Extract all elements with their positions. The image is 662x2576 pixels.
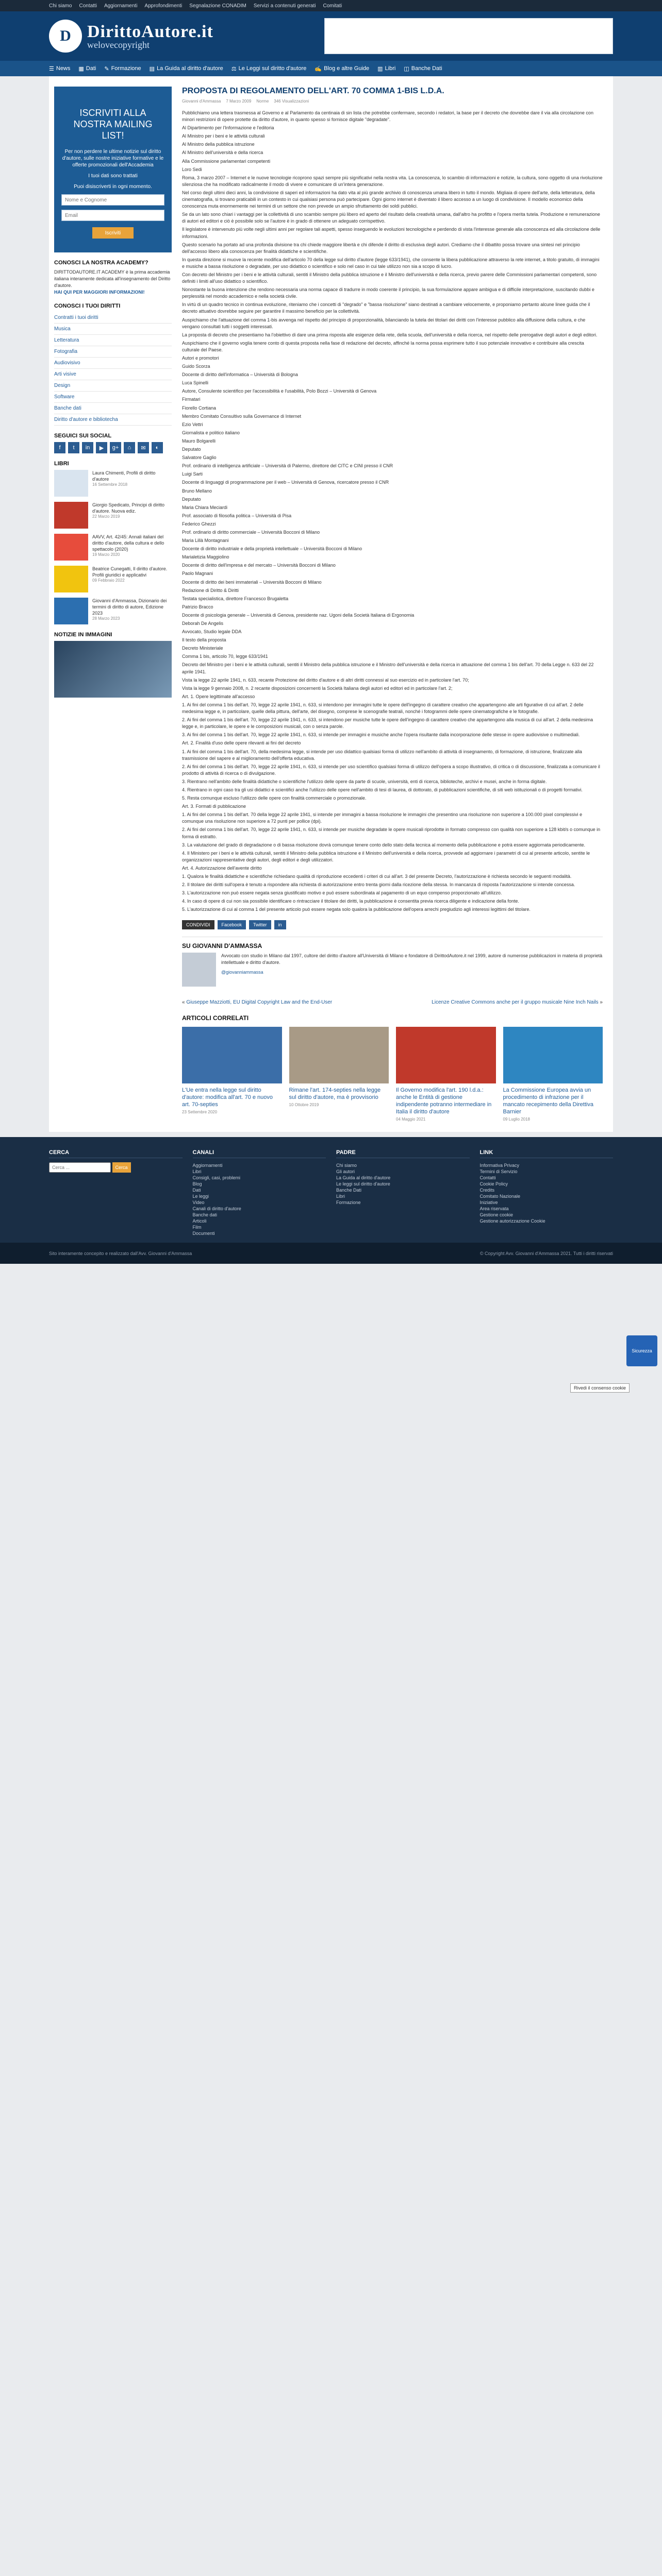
- books-title: LIBRI: [54, 461, 69, 467]
- related-articles: [182, 1014, 603, 1122]
- topics-title: CONOSCI I TUOI DIRITTI: [54, 303, 121, 309]
- article-paragraph: Questo scenario ha portato ad una profonda divisione tra chi chiede maggiore libertà e chi difende il diritto di esclusiva degli autori. Crediamo che il dibattito possa trovare una sintesi nel principio dell'accesso libero alla conoscenza per finalità didattiche e scientifiche.: [182, 242, 580, 254]
- nav-item-banche-dati[interactable]: ◫ Banche Dati: [404, 65, 442, 72]
- chart-icon: ▦: [78, 65, 84, 72]
- article-paragraph: Giornalista e politico italiano: [182, 430, 240, 435]
- footer-link[interactable]: Chi siamo: [336, 1163, 357, 1168]
- site-logo[interactable]: [49, 20, 213, 53]
- book-cover[interactable]: [54, 566, 88, 592]
- article-paragraph: Vista la legge 22 aprile 1941, n. 633, recante Protezione del diritto d'autore e di altri diritti connessi al suo esercizio ed in particolare l'art. 70;: [182, 677, 469, 683]
- article-paragraph: Deborah De Angelis: [182, 621, 224, 626]
- related-card[interactable]: [396, 1027, 496, 1122]
- topbar-item[interactable]: Aggiornamenti: [104, 3, 138, 9]
- topbar-item[interactable]: Comitati: [323, 3, 342, 9]
- article-paragraph: Deputato: [182, 447, 201, 452]
- article-author[interactable]: Giovanni d'Ammassa: [182, 99, 221, 104]
- topic-item[interactable]: Banche dati: [54, 403, 172, 414]
- footer-link[interactable]: Banche dati: [192, 1212, 218, 1218]
- topbar-item[interactable]: Segnalazione CONADIM: [189, 3, 246, 9]
- share-twitter-button[interactable]: Twitter: [249, 920, 271, 929]
- article-paragraph: Mauro Bolgarelli: [182, 438, 216, 444]
- pen-icon: ✍: [315, 65, 322, 72]
- related-title-link[interactable]: L'Ue entra nella legge sul diritto d'autore: modifica all'art. 70 e nuovo art. 70-septies: [182, 1087, 273, 1108]
- article-paragraph: Autori e promotori: [182, 355, 219, 361]
- related-title-link[interactable]: La Commissione Europea avvia un procedimento di infrazione per il mancato recepimento della Direttiva Barnier: [503, 1087, 593, 1115]
- article-paragraph: Docente di diritto dei beni immateriali – Università Bocconi di Milano: [182, 579, 322, 585]
- footer-link[interactable]: Canali di diritto d'autore: [192, 1206, 241, 1212]
- article-paragraph: Patrizio Bracco: [182, 604, 213, 609]
- article-paragraph: 4. Il Ministero per i beni e le attività culturali, sentiti il Ministro della pubblica istruzione e il Ministro dell'università e della ricerca, provvede ad aggiornare i parametri di cui al presente articolo, sentite le organizzazioni rappresentative degli autori, degli editori e degli utilizzatori.: [182, 850, 590, 862]
- article-paragraph: 2. Ai fini del comma 1 bis dell'art. 70, legge 22 aprile 1941, n. 633, si intende per musiche degradate le opere musicali riprodotte in formato compresso con qualità non superiore a 128 kbit/s o comunque in forma di estratto.: [182, 827, 601, 839]
- article-paragraph: 1. Qualora le finalità didattiche e scientifiche richiedano qualità di riproduzione eccedenti i criteri di cui all'art. 3 del presente Decreto, l'autorizzazione è richiesta secondo le seguenti modalità.: [182, 874, 572, 879]
- book-cover[interactable]: [54, 470, 88, 497]
- article: [182, 87, 603, 913]
- nav-item-leggi[interactable]: ⚖ Le Leggi sul diritto d'autore: [231, 65, 307, 72]
- author-social[interactable]: @giovanniammassa: [221, 970, 263, 975]
- author-box: [182, 937, 603, 987]
- news-images-title: NOTIZIE IN IMMAGINI: [54, 632, 112, 638]
- article-paragraph: Salvatore Gaglio: [182, 455, 217, 461]
- footer-link[interactable]: Informativa Privacy: [479, 1163, 520, 1168]
- article-views: 346 Visualizzazioni: [274, 99, 309, 104]
- article-paragraph: La proposta di decreto che presentiamo ha l'obiettivo di dare una prima risposta alle esigenze della rete, della scuola, dell'università e della ricerca, nel rispetto delle prerogative degli autori e degli editori.: [182, 332, 598, 337]
- footer-search-input[interactable]: [49, 1162, 111, 1173]
- article-paragraph: Prof. ordinario di intelligenza artificiale – Università di Palermo, direttore del CITC e CINI presso il CNR: [182, 463, 393, 469]
- brand-name: DirittoAutore.it: [87, 22, 213, 41]
- footer-link[interactable]: Le leggi sul diritto d'autore: [336, 1181, 390, 1187]
- related-title: ARTICOLI CORRELATI: [182, 1014, 249, 1022]
- mailing-list-box: [54, 87, 172, 252]
- subscribe-button[interactable]: Iscriviti: [92, 227, 134, 239]
- main-nav: [0, 61, 662, 76]
- article-paragraph: Roma, 3 marzo 2007 – Internet e le nuove tecnologie ricoprono spazi sempre più significativi nella nostra vita. La conoscenza, lo scambio di informazioni e notizie, la cultura, sono oggetto di una rivoluzione silenziosa che ha modificato radicalmente il modo di vivere e comunicare di un'intera generazione.: [182, 175, 603, 187]
- footer-search-title: CERCA: [49, 1149, 183, 1158]
- article-title: PROPOSTA DI REGOLAMENTO DELL'ART. 70 COMMA 1-BIS L.D.A.: [182, 87, 444, 95]
- article-paragraph: Al Ministro della pubblica istruzione: [182, 142, 255, 147]
- scale-icon: ⚖: [231, 65, 237, 72]
- page-wrapper: [49, 76, 613, 1132]
- related-title-link[interactable]: Rimane l'art. 174-septies nella legge sul diritto d'autore, ma è provvisorio: [289, 1087, 381, 1101]
- email-input[interactable]: [61, 210, 164, 221]
- logo-mark: D: [49, 20, 82, 53]
- main-content: [182, 87, 608, 1122]
- academy-text: DIRITTODAUTORE.IT ACADEMY è la prima accademia italiana interamente dedicata all'insegnamento del Diritto d'autore.: [54, 269, 171, 288]
- topics-list: [54, 312, 172, 426]
- article-paragraph: Docente di diritto dell'impresa e del mercato – Università Bocconi di Milano: [182, 563, 336, 568]
- share-linkedin-button[interactable]: in: [274, 920, 286, 929]
- google-plus-icon[interactable]: g+: [110, 442, 121, 453]
- article-paragraph: Testata specialistica, direttore Francesco Brugaletta: [182, 596, 289, 601]
- related-date: 04 Maggio 2021: [396, 1117, 426, 1122]
- footer-link[interactable]: Articoli: [192, 1218, 207, 1224]
- article-paragraph: 3. L'autorizzazione non può essere negata senza giustificato motivo e può essere subordinata al pagamento di un equo compenso proporzionato all'utilizzo.: [182, 890, 502, 896]
- site-header: [0, 11, 662, 61]
- mailing-title: ISCRIVITI ALLA NOSTRA MAILING LIST!: [73, 108, 153, 141]
- article-paragraph: Docente di psicologia generale – Università di Genova, presidente naz. Ugoni della Società Italiana di Ergonomia: [182, 612, 415, 618]
- article-body: [182, 110, 603, 913]
- article-paragraph: Comma 1 bis, articolo 70, legge 633/1941: [182, 654, 268, 659]
- mailing-text: Per non perdere le ultime notizie sul diritto d'autore, sulle nostre iniziative formative e le offerte promozionali dell'Accademia: [62, 149, 164, 168]
- book-item[interactable]: AAVV, Art. 42/45: Annali italiani del diritto d'autore, della cultura e dello spettacolo (2020) 19 Marzo 2020: [54, 534, 172, 561]
- share-label: CONDIVIDI: [182, 920, 214, 929]
- footer-link[interactable]: Le leggi: [192, 1194, 209, 1199]
- footer-link[interactable]: Video: [192, 1200, 205, 1206]
- footer-link[interactable]: Consigli, casi, problemi: [192, 1175, 241, 1181]
- footer-link[interactable]: Libri: [336, 1194, 345, 1199]
- social-title: SEGUICI SUI SOCIAL: [54, 433, 112, 439]
- topbar-item[interactable]: Servizi a contenuti generati: [253, 3, 316, 9]
- related-image[interactable]: [289, 1027, 389, 1083]
- nav-item-libri[interactable]: ▥ Libri: [377, 65, 396, 72]
- article-paragraph: Vista la legge 9 gennaio 2008, n. 2 recante disposizioni concernenti la Società Italiana degli autori ed editori ed in particolare l'art. 2;: [182, 685, 453, 691]
- subfooter-credit: Sito interamente concepito e realizzato dall'Avv. Giovanni d'Ammassa: [49, 1250, 192, 1256]
- footer-link[interactable]: Documenti: [192, 1231, 215, 1236]
- article-paragraph: Fiorello Cortiana: [182, 405, 217, 411]
- footer-link[interactable]: Termini di Servizio: [479, 1169, 518, 1175]
- footer-link[interactable]: Film: [192, 1225, 202, 1230]
- article-paragraph: Pubblichiamo una lettera trasmessa al Governo e al Parlamento da centinaia di sin lista che potrebbe confermare, secondo i redatori, la base per il decreto che dovrebbe dare il via alla circolazione con minori restrizioni di opere protette da diritto d'autore, in quanto spesso si fornisce digitale "degradate".: [182, 110, 593, 123]
- footer-link[interactable]: Libri: [192, 1169, 202, 1175]
- topic-item[interactable]: Arti visive: [54, 369, 172, 380]
- book-item[interactable]: Giovanni d'Ammassa, Dizionario dei termini di diritto di autore, Edizione 2023 28 Marzo 2023: [54, 598, 172, 624]
- article-paragraph: Alla Commissione parlamentari competenti: [182, 158, 271, 164]
- book-item[interactable]: Laura Chimenti, Profili di diritto d'autore 16 Settembre 2018: [54, 470, 172, 497]
- article-paragraph: Nonostante la buona intenzione che rendono necessaria una norma capace di tradurre in modo coerente il principio, la sua formulazione appare ambigua e di difficile interpretazione, suscitando dubbi e perplessità nel mondo accademico e nella società civile.: [182, 287, 594, 299]
- book-cover[interactable]: [54, 502, 88, 529]
- name-input[interactable]: [61, 194, 164, 206]
- nav-item-dati[interactable]: ▦ Dati: [78, 65, 96, 72]
- article-paragraph: Docente di diritto dell'informatica – Università di Bologna: [182, 372, 298, 378]
- article-paragraph: Docente di linguaggi di programmazione per il web – Università di Genova, ricercatore presso il CNR: [182, 480, 389, 485]
- related-title-link[interactable]: Il Governo modifica l'art. 190 l.d.a.: anche le Entità di gestione indipendente potranno intermediare in Italia il diritto d'autore: [396, 1087, 492, 1115]
- footer-link[interactable]: Credits: [479, 1188, 495, 1193]
- article-paragraph: Marialetizia Maggiolino: [182, 554, 229, 560]
- share-bar: [182, 920, 603, 929]
- topic-item[interactable]: Audiovisivo: [54, 358, 172, 369]
- article-paragraph: 2. Ai fini del comma 1 bis dell'art. 70, legge 22 aprile 1941, n. 633, si intende per uso scientifico qualsiasi forma di utilizzo dell'opera a scopo illustrativo, di critica o di discussione, finalizzata a comunicare il prodotto di attività di ricerca o di divulgazione.: [182, 764, 600, 776]
- youtube-icon[interactable]: ▶: [96, 442, 107, 453]
- academy-title: CONOSCI LA NOSTRA ACADEMY?: [54, 260, 148, 266]
- top-bar: [0, 0, 662, 11]
- header-banner[interactable]: [324, 18, 613, 54]
- article-paragraph: Decreto Ministeriale: [182, 646, 223, 651]
- footer-link[interactable]: Banche Dati: [336, 1188, 362, 1193]
- article-paragraph: 3. La valutazione del grado di degradazione o di bassa risoluzione dovrà comunque tenere conto dello stato della tecnica al momento della pubblicazione e potrà essere aggiornata periodicamente.: [182, 842, 586, 848]
- twitter-icon[interactable]: t: [68, 442, 79, 453]
- article-paragraph: Firmatari: [182, 397, 201, 402]
- mail-icon[interactable]: ✉: [138, 442, 149, 453]
- article-paragraph: 1. Ai fini del comma 1 bis dell'art. 70, della medesima legge, si intende per uso didattico qualsiasi forma di utilizzo nell'ambito di attività di insegnamento, di formazione, di istruzione, finalizzate alla trasmissione del sapere e al miglioramento dell'offerta educativa.: [182, 749, 582, 761]
- next-post-link[interactable]: Licenze Creative Commons anche per il gruppo musicale Nine Inch Nails »: [432, 999, 603, 1006]
- graduation-icon: ✎: [104, 65, 109, 72]
- home-icon[interactable]: ⌂: [124, 442, 135, 453]
- article-paragraph: Guido Scorza: [182, 364, 210, 369]
- security-widget[interactable]: Sicurezza: [626, 1335, 657, 1366]
- article-paragraph: Luigi Sarti: [182, 471, 203, 477]
- list-icon: ☰: [49, 65, 54, 72]
- article-paragraph: Auspichiamo che il governo voglia tenere conto di questa proposta nella fase di redazione del decreto, affinché la norma possa esprimere tutto il suo potenziale innovativo e contribuire alla crescita culturale del Paese.: [182, 340, 584, 352]
- footer-link[interactable]: Iniziative: [479, 1200, 498, 1206]
- footer-link[interactable]: Contatti: [479, 1175, 496, 1181]
- topic-item[interactable]: Fotografia: [54, 346, 172, 358]
- books-icon: ▥: [377, 65, 383, 72]
- article-paragraph: 2. Il titolare dei diritti sull'opera è tenuto a rispondere alla richiesta di autorizzazione entro trenta giorni dalla ricezione della stessa. In mancanza di risposta l'autorizzazione si intende concessa.: [182, 882, 575, 888]
- avatar: [182, 953, 216, 987]
- article-paragraph: Art. 2. Finalità d'uso delle opere rilevanti ai fini del decreto: [182, 740, 301, 746]
- book-item[interactable]: Giorgio Spedicato, Principi di diritto d'autore. Nuova ediz. 22 Marzo 2019: [54, 502, 172, 529]
- related-date: 23 Settembre 2020: [182, 1110, 218, 1115]
- topic-item[interactable]: Software: [54, 392, 172, 403]
- brand-tagline: welovecopyright: [87, 39, 150, 50]
- article-paragraph: 5. Resta comunque escluso l'utilizzo delle opere con finalità commerciale o promozionale.: [182, 795, 367, 801]
- article-paragraph: Luca Spinelli: [182, 380, 209, 386]
- article-paragraph: Decreto del Ministro per i beni e le attività culturali, sentiti il Ministro della pubblica istruzione e il Ministro dell'università e della ricerca in attuazione del comma 1 bis dell'art. 70 della Legge n. 633 del 22 aprile 1941.: [182, 662, 594, 674]
- footer-padre-title: PADRE: [336, 1149, 470, 1158]
- article-paragraph: Al Dipartimento per l'Informazione e l'editoria: [182, 125, 274, 131]
- article-paragraph: Deputato: [182, 496, 201, 502]
- social-icons: [54, 442, 172, 453]
- sub-footer: [0, 1243, 662, 1264]
- topic-item[interactable]: Letteratura: [54, 335, 172, 346]
- article-paragraph: Art. 3. Formati di pubblicazione: [182, 804, 246, 809]
- topic-item[interactable]: Diritto d'autore e bibliotecha: [54, 414, 172, 426]
- footer-link[interactable]: Gli autori: [336, 1169, 355, 1175]
- article-paragraph: Autore, Consulente scientifico per l'accessibilità e l'usabilità, Polo Bozzi – Università di Genova: [182, 388, 377, 394]
- footer-link[interactable]: Area riservata: [479, 1206, 509, 1212]
- nav-item-guida[interactable]: ▤ La Guida al diritto d'autore: [149, 65, 223, 72]
- article-paragraph: Paolo Magnani: [182, 571, 213, 577]
- footer-link[interactable]: Gestione cookie: [479, 1212, 514, 1218]
- article-meta: [182, 99, 603, 104]
- footer-link[interactable]: Aggiornamenti: [192, 1163, 223, 1168]
- article-paragraph: 1. Ai fini del comma 1 bis dell'art. 70 della legge 22 aprile 1941, si intende per immagini a bassa risoluzione le immagini che presentino una risoluzione non superiore a 100.000 pixel complessivi e comunque una risoluzione non superiore a 72 punti per pollice (dpi).: [182, 812, 583, 824]
- facebook-icon[interactable]: f: [54, 442, 65, 453]
- cookie-consent-button[interactable]: Rivedi il consenso cookie: [570, 1383, 630, 1393]
- related-card[interactable]: [182, 1027, 282, 1122]
- article-paragraph: 1. Ai fini del comma 1 bis dell'art. 70, legge 22 aprile 1941, n. 633, si intendono per immagini tutte le opere dell'ingegno di carattere creativo che appartengono alle arti figurative di cui all'art. 2 delle medesima legge e, in particolare, quelle della pittura, dell'arte, del disegno, comprese le scenografie teatrali, nonché i fotogrammi delle opere cinematografiche e le fotografie.: [182, 702, 584, 715]
- topbar-item[interactable]: Chi siamo: [49, 3, 72, 9]
- rss-icon[interactable]: ◐: [152, 442, 163, 453]
- related-image[interactable]: [182, 1027, 282, 1083]
- book-icon: ▤: [149, 65, 155, 72]
- related-card[interactable]: [289, 1027, 389, 1122]
- article-paragraph: Docente di diritto industriale e della proprietà intellettuale – Università Bocconi di Milano: [182, 546, 362, 552]
- footer-search-button[interactable]: Cerca: [112, 1162, 131, 1173]
- sidebar: [49, 87, 172, 1122]
- article-paragraph: Loro Sedi: [182, 166, 202, 172]
- footer-link[interactable]: Blog: [192, 1181, 202, 1187]
- related-date: 09 Luglio 2018: [503, 1117, 530, 1122]
- author-bio: Avvocato con studio in Milano dal 1997, cultore del diritto d'autore all'Università di Milano e fondatore di DirittodAutore.it nel 1999, autore di numerose pubblicazioni in materia di proprietà intellettuale e diritto d'autore.: [221, 953, 603, 965]
- article-paragraph: Nel corso degli ultimi dieci anni, la condivisione di saperi ed informazioni ha dato vita al più grande archivio di conoscenza umana libero in tutto il mondo. Migliaia di opere dell'arte, della letteratura, della cinematografia, si trovano praticabili in un contesto in cui qualsiasi persona può partecipare. Ogni giorno internet è diventato il libero accesso a un luogo di condivisione. Il modello economico della conoscenza muta enormemente nei termini di un settore che non prevede un ampio sfruttamento dei soldi pubblici.: [182, 190, 595, 209]
- article-paragraph: Se da un lato sono chiari i vantaggi per la collettività di uno scambio sempre più libero ed aperto del risultato della creatività umana, dall'altro ha profitto e l'opera merita tutela. Produzione e remunerazione di autori ed editori e ciò è possibile solo se l'autore è in grado di ottenere un adeguato corrispettivo.: [182, 212, 600, 224]
- linkedin-icon[interactable]: in: [82, 442, 93, 453]
- article-paragraph: Il legislatore è intervenuto più volte negli ultimi anni per regolare tali aspetti, spesso inseguendo le evoluzioni tecnologiche e perdendo di vista l'interesse generale alla conoscenza ed alla circolazione delle informazioni.: [182, 227, 601, 239]
- article-paragraph: 4. Rientrano in ogni caso tra gli usi didattici e scientifici anche l'utilizzo delle opere nell'ambito di tesi di laurea, di dottorato, di pubblicazioni scientifiche, di siti web istituzionali o di progetti formativi.: [182, 787, 583, 792]
- mailing-text-2: I tuoi dati sono trattati: [88, 173, 138, 179]
- related-image[interactable]: [396, 1027, 496, 1083]
- book-cover[interactable]: [54, 534, 88, 561]
- related-image[interactable]: [503, 1027, 603, 1083]
- article-paragraph: Art. 1. Opere legittimate all'accesso: [182, 693, 255, 699]
- nav-item-blog[interactable]: ✍ Blog e altre Guide: [315, 65, 370, 72]
- book-cover[interactable]: [54, 598, 88, 624]
- article-paragraph: Maria Chiara Meciardi: [182, 504, 228, 510]
- article-paragraph: Bruno Mellano: [182, 488, 212, 494]
- article-paragraph: Al Ministro dell'università e della ricerca: [182, 150, 263, 156]
- article-paragraph: Art. 4. Autorizzazione dell'avente diritto: [182, 865, 262, 871]
- article-date: 7 Marzo 2009: [226, 99, 252, 104]
- subfooter-copyright: © Copyright Avv. Giovanni d'Ammassa 2021. Tutti i diritti riservati: [479, 1250, 613, 1256]
- footer-link[interactable]: Comitato Nazionale: [479, 1194, 521, 1199]
- article-paragraph: In virtù di un quadro tecnico in continua evoluzione, riteniamo che i concetti di "degrado" e "bassa risoluzione" siano destinati a cambiare velocemente, e proponiamo pertanto alcune linee guida che il decreto attuativo dovrebbe seguire per garantire il massimo beneficio per la collettività.: [182, 302, 590, 314]
- footer-link-title: LINK: [480, 1149, 614, 1158]
- article-paragraph: In questa direzione si muove la recente modifica dell'articolo 70 della legge sul diritto d'autore (legge 633/1941), che consente la libera pubblicazione attraverso la rete internet, a titolo gratuito, di immagini e musiche a bassa risoluzione o degradate, per uso didattico o scientifico e solo nel caso in cui tale utilizzo non sia a scopo di lucro.: [182, 257, 600, 269]
- news-image-slider[interactable]: [54, 641, 172, 698]
- topbar-item[interactable]: Contatti: [79, 3, 97, 9]
- footer-link[interactable]: La Guida al diritto d'autore: [336, 1175, 391, 1181]
- topic-item[interactable]: Design: [54, 380, 172, 392]
- article-paragraph: Federico Ghezzi: [182, 521, 216, 527]
- topic-item[interactable]: Musica: [54, 324, 172, 335]
- related-date: 10 Ottobre 2019: [289, 1103, 319, 1108]
- article-paragraph: Al Ministro per i beni e le attività culturali: [182, 133, 265, 139]
- prev-post-link[interactable]: « Giuseppe Mazziotti, EU Digital Copyright Law and the End-User: [182, 999, 333, 1006]
- footer-link[interactable]: Formazione: [336, 1200, 361, 1206]
- article-paragraph: 4. In caso di opere di cui non sia possibile identificare o rintracciare il titolare dei diritti, la pubblicazione è consentita previa ricerca diligente e indicazione della fonte.: [182, 899, 519, 904]
- article-paragraph: Membro Comitato Consultivo sulla Governance di Internet: [182, 413, 302, 419]
- nav-item-formazione[interactable]: ✎ Formazione: [104, 65, 141, 72]
- article-paragraph: Il testo della proposta: [182, 637, 226, 643]
- topic-item[interactable]: Contratti i tuoi diritti: [54, 312, 172, 324]
- post-navigation: [182, 999, 603, 1006]
- footer-link[interactable]: Cookie Policy: [479, 1181, 508, 1187]
- academy-link[interactable]: HAI QUI PER MAGGIORI INFORMAZIONI!: [54, 290, 145, 295]
- footer-link[interactable]: Dati: [192, 1188, 201, 1193]
- article-paragraph: Prof. associato di filosofia politica – Università di Pisa: [182, 513, 292, 518]
- article-paragraph: Auspichiamo che l'attuazione del comma 1-bis avvenga nel rispetto del principio di proporzionalità, bilanciando la tutela dei titolari dei diritti con l'interesse pubblico alla diffusione della cultura, e che vengano consultati tutti i soggetti interessati.: [182, 317, 586, 329]
- related-card[interactable]: [503, 1027, 603, 1122]
- article-paragraph: 5. L'autorizzazione di cui al comma 1 del presente articolo può essere negata solo qualora la pubblicazione dell'opera arrechi pregiudizio agli interessi legittimi del titolare.: [182, 907, 531, 912]
- share-facebook-button[interactable]: Facebook: [218, 920, 246, 929]
- article-paragraph: Avvocato, Studio legale DDA: [182, 629, 242, 635]
- author-box-title: SU GIOVANNI D'AMMASSA: [182, 942, 262, 950]
- book-item[interactable]: Beatrice Cunegatti, Il diritto d'autore. Profili giuridici e applicativi 09 Febbraio 2022: [54, 566, 172, 592]
- database-icon: ◫: [404, 65, 409, 72]
- article-paragraph: Maria Lillà Montagnani: [182, 538, 229, 544]
- nav-item-news[interactable]: ☰ News: [49, 65, 71, 72]
- footer-canali-title: CANALI: [193, 1149, 326, 1158]
- mailing-text-3: Puoi disiscriverti in ogni momento.: [74, 184, 152, 190]
- article-paragraph: Con decreto del Ministro per i beni e le attività culturali, sentiti il Ministro della pubblica istruzione e il Ministro dell'università e della ricerca, previo parere delle Commissioni parlamentari competenti, sono definiti i limiti all'uso didattico o scientifico.: [182, 272, 597, 284]
- site-footer: [0, 1137, 662, 1243]
- article-category[interactable]: Norme: [256, 99, 269, 104]
- footer-link[interactable]: Gestione autorizzazione Cookie: [479, 1218, 545, 1224]
- topbar-item[interactable]: Approfondimenti: [144, 3, 183, 9]
- article-paragraph: 3. Rientrano nell'ambito delle finalità didattiche o scientifiche l'utilizzo delle opere da parte di scuole, università, enti di ricerca, biblioteche, archivi e musei, anche in forma digitale.: [182, 778, 547, 784]
- article-paragraph: Prof. ordinario di diritto commerciale – Università Bocconi di Milano: [182, 529, 320, 535]
- article-paragraph: Redazione di Diritto & Diritti: [182, 587, 239, 593]
- article-paragraph: Ezio Vettri: [182, 421, 203, 427]
- article-paragraph: 3. Ai fini del comma 1 bis dell'art. 70, legge 22 aprile 1941, n. 633, si intende per immagini e musiche anche l'opera risultante dalla incorporazione delle stesse in opere audiovisive o multimediali.: [182, 732, 580, 738]
- article-paragraph: 2. Ai fini del comma 1 bis dell'art. 70, legge 22 aprile 1941, n. 633, si intendono per musiche tutte le opere dell'ingegno di carattere creativo che appartengono alla musica di cui all'art. 2 della medesima legge e, in particolare, le opere e le composizioni musicali, con o senza parole.: [182, 717, 593, 730]
